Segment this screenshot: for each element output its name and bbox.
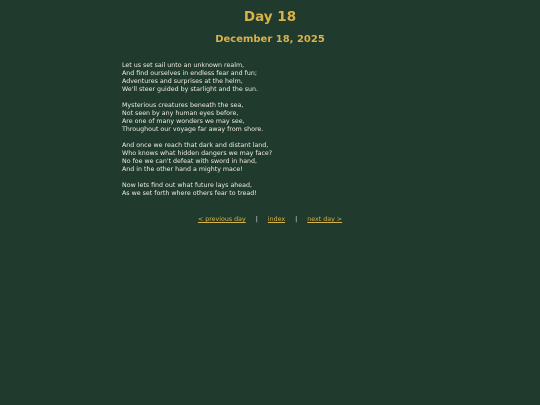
nav-separator: | xyxy=(295,216,298,223)
poem-line: And in the other hand a mighty mace! xyxy=(122,166,243,173)
poem-line: Not seen by any human eyes before, xyxy=(122,110,239,117)
poem-stanza xyxy=(122,182,422,198)
page-date: December 18, 2025 xyxy=(215,34,325,45)
index-link[interactable]: index xyxy=(267,216,286,223)
nav-separator: | xyxy=(255,216,258,223)
poem-stanza xyxy=(122,142,422,174)
poem-line: Mysterious creatures beneath the sea, xyxy=(122,102,244,109)
poem-line: Now lets find out what future lays ahead, xyxy=(122,182,253,189)
poem-line: We'll steer guided by starlight and the sun. xyxy=(122,86,258,93)
poem-line: As we set forth where others fear to tread! xyxy=(122,190,257,197)
day-navigation xyxy=(0,215,540,224)
previous-day-link[interactable]: < previous day xyxy=(197,216,246,223)
poem-line: Let us set sail unto an unknown realm, xyxy=(122,62,245,69)
poem-line: And once we reach that dark and distant land, xyxy=(122,142,269,149)
poem-stanza xyxy=(122,102,422,134)
page-title: Day 18 xyxy=(243,9,297,25)
poem-stanza xyxy=(122,62,422,94)
poem-line: No foe we can't defeat with sword in hand, xyxy=(122,158,258,165)
next-day-link[interactable]: next day > xyxy=(307,216,343,223)
poem-line: Throughout our voyage far away from shore. xyxy=(122,126,264,133)
poem-line: Who knows what hidden dangers we may face? xyxy=(122,150,273,157)
poem-line: And find ourselves in endless fear and fun; xyxy=(122,70,257,77)
poem-line: Are one of many wonders we may see, xyxy=(122,118,245,125)
poem-line: Adventures and surprises at the helm, xyxy=(122,78,243,85)
poem xyxy=(122,62,422,206)
